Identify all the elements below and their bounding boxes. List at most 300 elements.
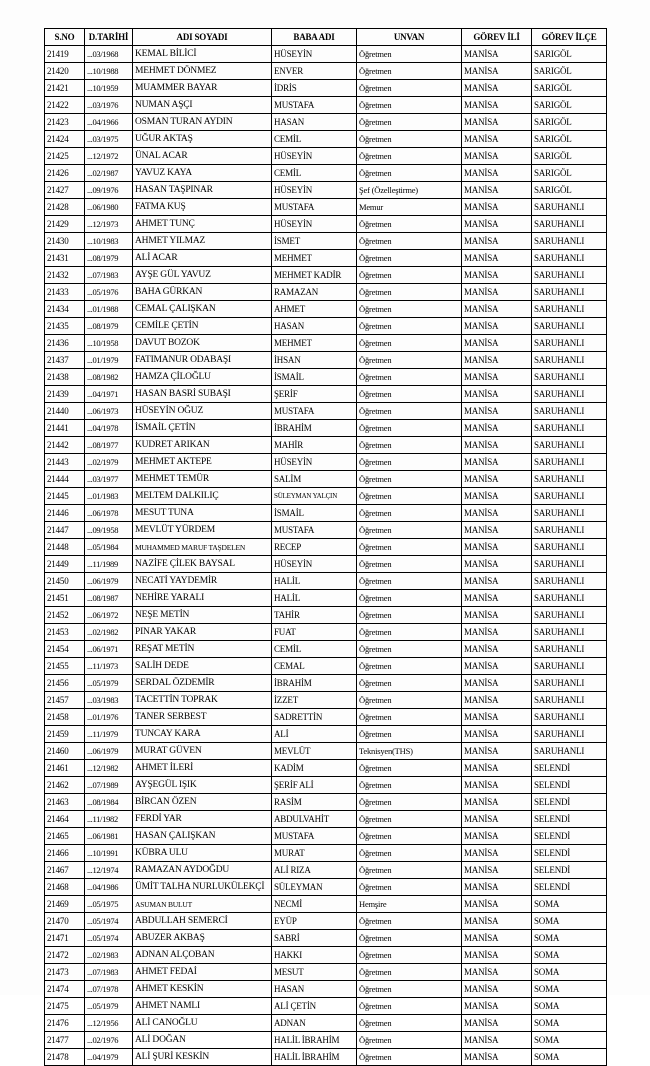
cell-district: SARUHANLI (532, 675, 607, 692)
cell-sno: 21453 (45, 624, 85, 641)
cell-district: SELENDİ (532, 879, 607, 896)
cell-birthdate: ...01/1976 (85, 709, 133, 726)
table-row (45, 590, 607, 607)
table-row (45, 216, 607, 233)
cell-province: MANİSA (462, 46, 532, 63)
table-row (45, 420, 607, 437)
cell-sno: 21451 (45, 590, 85, 607)
cell-district: SOMA (532, 913, 607, 930)
cell-district: SARUHANLI (532, 573, 607, 590)
cell-fullname: NUMAN AŞÇI (133, 97, 272, 114)
cell-fullname: KÜBRA ULU (133, 845, 272, 862)
cell-birthdate: ...04/1966 (85, 114, 133, 131)
cell-sno: 21456 (45, 675, 85, 692)
cell-fullname: DAVUT BOZOK (133, 335, 272, 352)
cell-title: Öğretmen (357, 216, 462, 233)
cell-sno: 21464 (45, 811, 85, 828)
cell-district: SARIGÖL (532, 114, 607, 131)
cell-sno: 21475 (45, 998, 85, 1015)
cell-district: SOMA (532, 896, 607, 913)
cell-district: SELENDİ (532, 862, 607, 879)
cell-title: Öğretmen (357, 420, 462, 437)
cell-sno: 21454 (45, 641, 85, 658)
cell-birthdate: ...06/1978 (85, 505, 133, 522)
cell-sno: 21426 (45, 165, 85, 182)
cell-province: MANİSA (462, 573, 532, 590)
cell-sno: 21437 (45, 352, 85, 369)
cell-sno: 21449 (45, 556, 85, 573)
cell-sno: 21432 (45, 267, 85, 284)
cell-sno: 21429 (45, 216, 85, 233)
cell-sno: 21459 (45, 726, 85, 743)
cell-birthdate: ...05/1975 (85, 896, 133, 913)
cell-fathername: MEVLÜT (272, 743, 357, 760)
cell-district: SELENDİ (532, 777, 607, 794)
cell-sno: 21466 (45, 845, 85, 862)
cell-birthdate: ...03/1977 (85, 471, 133, 488)
cell-province: MANİSA (462, 998, 532, 1015)
cell-fullname: ADNAN ALÇOBAN (133, 947, 272, 964)
table-row (45, 488, 607, 505)
cell-district: SOMA (532, 930, 607, 947)
cell-title: Öğretmen (357, 505, 462, 522)
cell-fathername: ALİ (272, 726, 357, 743)
cell-district: SOMA (532, 981, 607, 998)
cell-birthdate: ...03/1975 (85, 131, 133, 148)
cell-district: SARUHANLI (532, 539, 607, 556)
cell-title: Öğretmen (357, 981, 462, 998)
cell-district: SARIGÖL (532, 182, 607, 199)
cell-birthdate: ...11/1979 (85, 726, 133, 743)
cell-fullname: NEŞE METİN (133, 607, 272, 624)
cell-sno: 21439 (45, 386, 85, 403)
cell-sno: 21425 (45, 148, 85, 165)
table-row (45, 709, 607, 726)
cell-district: SARUHANLI (532, 709, 607, 726)
cell-district: SARIGÖL (532, 63, 607, 80)
cell-fullname: KUDRET ARIKAN (133, 437, 272, 454)
cell-fathername: SABRİ (272, 930, 357, 947)
cell-fullname: ABDULLAH SEMERCİ (133, 913, 272, 930)
cell-district: SOMA (532, 1049, 607, 1066)
cell-birthdate: ...07/1983 (85, 964, 133, 981)
table-row (45, 437, 607, 454)
table-row (45, 369, 607, 386)
cell-province: MANİSA (462, 454, 532, 471)
cell-title: Öğretmen (357, 845, 462, 862)
cell-fullname: OSMAN TURAN AYDIN (133, 114, 272, 131)
cell-birthdate: ...08/1979 (85, 250, 133, 267)
cell-birthdate: ...12/1972 (85, 148, 133, 165)
cell-district: SARUHANLI (532, 743, 607, 760)
cell-province: MANİSA (462, 777, 532, 794)
cell-fullname: ABUZER AKBAŞ (133, 930, 272, 947)
cell-sno: 21450 (45, 573, 85, 590)
cell-title: Öğretmen (357, 63, 462, 80)
cell-fathername: HALİL (272, 573, 357, 590)
cell-province: MANİSA (462, 794, 532, 811)
cell-sno: 21441 (45, 420, 85, 437)
cell-sno: 21458 (45, 709, 85, 726)
table-row (45, 352, 607, 369)
cell-title: Memur (357, 199, 462, 216)
cell-title: Öğretmen (357, 369, 462, 386)
cell-fullname: YAVUZ KAYA (133, 165, 272, 182)
cell-district: SOMA (532, 964, 607, 981)
cell-fathername: HALİL (272, 590, 357, 607)
cell-birthdate: ...02/1983 (85, 947, 133, 964)
cell-province: MANİSA (462, 199, 532, 216)
table-row (45, 97, 607, 114)
cell-province: MANİSA (462, 658, 532, 675)
cell-district: SARUHANLI (532, 267, 607, 284)
cell-province: MANİSA (462, 284, 532, 301)
cell-district: SARIGÖL (532, 80, 607, 97)
table-row (45, 641, 607, 658)
table-row (45, 692, 607, 709)
cell-title: Öğretmen (357, 522, 462, 539)
cell-district: SARUHANLI (532, 386, 607, 403)
cell-title: Öğretmen (357, 947, 462, 964)
table-header-row (45, 29, 607, 46)
cell-district: SARUHANLI (532, 284, 607, 301)
table-row (45, 573, 607, 590)
cell-fullname: AHMET FEDAİ (133, 964, 272, 981)
cell-fullname: AHMET NAMLI (133, 998, 272, 1015)
cell-fathername: NECMİ (272, 896, 357, 913)
cell-fathername: HALİL İBRAHİM (272, 1049, 357, 1066)
cell-district: SARIGÖL (532, 131, 607, 148)
cell-fathername: MEHMET KADİR (272, 267, 357, 284)
cell-birthdate: ...01/1979 (85, 352, 133, 369)
cell-province: MANİSA (462, 556, 532, 573)
cell-title: Hemşire (357, 896, 462, 913)
cell-fathername: MUSTAFA (272, 522, 357, 539)
cell-province: MANİSA (462, 352, 532, 369)
cell-fathername: MUSTAFA (272, 828, 357, 845)
cell-birthdate: ...07/1983 (85, 267, 133, 284)
cell-title: Öğretmen (357, 930, 462, 947)
cell-province: MANİSA (462, 930, 532, 947)
cell-fullname: CEMAL ÇALIŞKAN (133, 301, 272, 318)
cell-birthdate: ...02/1987 (85, 165, 133, 182)
cell-district: SELENDİ (532, 760, 607, 777)
cell-sno: 21448 (45, 539, 85, 556)
column-header-title: UNVAN (357, 29, 462, 46)
cell-district: SARUHANLI (532, 624, 607, 641)
cell-fathername: MUSTAFA (272, 403, 357, 420)
table-row (45, 250, 607, 267)
table-row (45, 913, 607, 930)
table-row (45, 267, 607, 284)
cell-fullname: MESUT TUNA (133, 505, 272, 522)
cell-district: SARUHANLI (532, 607, 607, 624)
cell-sno: 21431 (45, 250, 85, 267)
cell-title: Öğretmen (357, 1015, 462, 1032)
cell-fathername: HÜSEYİN (272, 454, 357, 471)
cell-fullname: MURAT GÜVEN (133, 743, 272, 760)
cell-district: SARUHANLI (532, 369, 607, 386)
cell-sno: 21477 (45, 1032, 85, 1049)
cell-title: Öğretmen (357, 97, 462, 114)
table-row (45, 318, 607, 335)
cell-title: Öğretmen (357, 590, 462, 607)
cell-fullname: TUNCAY KARA (133, 726, 272, 743)
table-row (45, 726, 607, 743)
cell-fathername: MURAT (272, 845, 357, 862)
cell-fullname: AHMET İLERİ (133, 760, 272, 777)
cell-fathername: HÜSEYİN (272, 556, 357, 573)
cell-province: MANİSA (462, 1032, 532, 1049)
table-row (45, 743, 607, 760)
cell-fullname: AYŞE GÜL YAVUZ (133, 267, 272, 284)
cell-province: MANİSA (462, 947, 532, 964)
cell-birthdate: ...04/1978 (85, 420, 133, 437)
cell-district: SELENDİ (532, 845, 607, 862)
cell-fullname: HASAN TAŞPINAR (133, 182, 272, 199)
cell-fullname: NAZİFE ÇİLEK BAYSAL (133, 556, 272, 573)
cell-fullname: RAMAZAN AYDOĞDU (133, 862, 272, 879)
cell-birthdate: ...08/1987 (85, 590, 133, 607)
cell-fathername: HÜSEYİN (272, 46, 357, 63)
cell-district: SOMA (532, 1032, 607, 1049)
cell-fullname: ASUMAN BULUT (133, 896, 272, 913)
cell-province: MANİSA (462, 1049, 532, 1066)
cell-title: Öğretmen (357, 46, 462, 63)
cell-birthdate: ...06/1981 (85, 828, 133, 845)
cell-birthdate: ...03/1976 (85, 97, 133, 114)
cell-fathername: HASAN (272, 114, 357, 131)
cell-fullname: MELTEM DALKILIÇ (133, 488, 272, 505)
cell-fullname: TANER SERBEST (133, 709, 272, 726)
cell-province: MANİSA (462, 709, 532, 726)
cell-fathername: HALİL İBRAHİM (272, 1032, 357, 1049)
cell-district: SARIGÖL (532, 165, 607, 182)
cell-title: Öğretmen (357, 454, 462, 471)
table-row (45, 233, 607, 250)
cell-fullname: AHMET KESKİN (133, 981, 272, 998)
table-row (45, 879, 607, 896)
cell-fullname: HAMZA ÇİLOĞLU (133, 369, 272, 386)
table-row (45, 556, 607, 573)
cell-district: SARUHANLI (532, 488, 607, 505)
cell-sno: 21469 (45, 896, 85, 913)
cell-fathername: HASAN (272, 318, 357, 335)
cell-birthdate: ...08/1979 (85, 318, 133, 335)
cell-title: Öğretmen (357, 964, 462, 981)
cell-birthdate: ...07/1989 (85, 777, 133, 794)
cell-birthdate: ...08/1982 (85, 369, 133, 386)
table-row (45, 1032, 607, 1049)
cell-fathername: MUSTAFA (272, 199, 357, 216)
cell-district: SARUHANLI (532, 658, 607, 675)
cell-sno: 21428 (45, 199, 85, 216)
cell-title: Öğretmen (357, 148, 462, 165)
cell-fathername: FUAT (272, 624, 357, 641)
cell-fathername: SADRETTİN (272, 709, 357, 726)
column-header-province: GÖREV İLİ (462, 29, 532, 46)
cell-district: SARUHANLI (532, 335, 607, 352)
cell-birthdate: ...11/1989 (85, 556, 133, 573)
cell-district: SARUHANLI (532, 250, 607, 267)
table-row (45, 148, 607, 165)
cell-sno: 21470 (45, 913, 85, 930)
cell-birthdate: ...12/1973 (85, 216, 133, 233)
cell-fullname: HASAN ÇALIŞKAN (133, 828, 272, 845)
cell-province: MANİSA (462, 386, 532, 403)
cell-sno: 21455 (45, 658, 85, 675)
cell-title: Öğretmen (357, 862, 462, 879)
cell-fathername: KADİM (272, 760, 357, 777)
table-row (45, 505, 607, 522)
cell-birthdate: ...06/1972 (85, 607, 133, 624)
cell-title: Öğretmen (357, 488, 462, 505)
cell-district: SARUHANLI (532, 403, 607, 420)
cell-sno: 21471 (45, 930, 85, 947)
cell-province: MANİSA (462, 522, 532, 539)
cell-title: Öğretmen (357, 726, 462, 743)
cell-province: MANİSA (462, 760, 532, 777)
cell-fathername: CEMİL (272, 641, 357, 658)
cell-title: Şef (Özelleştirme) (357, 182, 462, 199)
cell-province: MANİSA (462, 182, 532, 199)
cell-district: SARUHANLI (532, 471, 607, 488)
cell-province: MANİSA (462, 369, 532, 386)
cell-fullname: NEHİRE YARALI (133, 590, 272, 607)
table-row (45, 80, 607, 97)
cell-province: MANİSA (462, 80, 532, 97)
cell-fullname: FATMA KUŞ (133, 199, 272, 216)
cell-province: MANİSA (462, 301, 532, 318)
cell-fullname: AHMET YILMAZ (133, 233, 272, 250)
cell-title: Öğretmen (357, 777, 462, 794)
cell-birthdate: ...08/1977 (85, 437, 133, 454)
cell-district: SELENDİ (532, 794, 607, 811)
cell-sno: 21446 (45, 505, 85, 522)
cell-province: MANİSA (462, 590, 532, 607)
cell-fathername: İSMAİL (272, 505, 357, 522)
cell-fullname: ÜNAL ACAR (133, 148, 272, 165)
table-row (45, 845, 607, 862)
cell-province: MANİSA (462, 1015, 532, 1032)
cell-fathername: TAHİR (272, 607, 357, 624)
cell-birthdate: ...06/1973 (85, 403, 133, 420)
cell-birthdate: ...06/1979 (85, 743, 133, 760)
cell-birthdate: ...12/1982 (85, 760, 133, 777)
cell-title: Öğretmen (357, 573, 462, 590)
cell-birthdate: ...12/1974 (85, 862, 133, 879)
cell-fathername: ALİ ÇETİN (272, 998, 357, 1015)
column-header-fullname: ADI SOYADI (133, 29, 272, 46)
cell-fathername: AHMET (272, 301, 357, 318)
cell-title: Öğretmen (357, 539, 462, 556)
cell-fathername: MAHİR (272, 437, 357, 454)
cell-district: SARUHANLI (532, 556, 607, 573)
table-body (45, 46, 607, 1066)
cell-fathername: CEMİL (272, 165, 357, 182)
table-row (45, 794, 607, 811)
cell-fathername: ŞERİF ALİ (272, 777, 357, 794)
cell-sno: 21447 (45, 522, 85, 539)
cell-sno: 21452 (45, 607, 85, 624)
cell-title: Öğretmen (357, 675, 462, 692)
cell-title: Öğretmen (357, 352, 462, 369)
cell-province: MANİSA (462, 879, 532, 896)
cell-district: SOMA (532, 947, 607, 964)
cell-birthdate: ...01/1983 (85, 488, 133, 505)
cell-fullname: ALİ DOĞAN (133, 1032, 272, 1049)
cell-fullname: FATIMANUR ODABAŞI (133, 352, 272, 369)
cell-sno: 21445 (45, 488, 85, 505)
table-row (45, 930, 607, 947)
cell-title: Öğretmen (357, 828, 462, 845)
cell-province: MANİSA (462, 641, 532, 658)
cell-fullname: ALİ ŞURİ KESKİN (133, 1049, 272, 1066)
cell-birthdate: ...10/1983 (85, 233, 133, 250)
cell-sno: 21438 (45, 369, 85, 386)
cell-sno: 21423 (45, 114, 85, 131)
cell-fathername: HÜSEYİN (272, 182, 357, 199)
cell-birthdate: ...01/1988 (85, 301, 133, 318)
cell-sno: 21434 (45, 301, 85, 318)
cell-birthdate: ...05/1974 (85, 930, 133, 947)
cell-district: SARUHANLI (532, 454, 607, 471)
cell-title: Öğretmen (357, 624, 462, 641)
cell-birthdate: ...09/1976 (85, 182, 133, 199)
cell-district: SARUHANLI (532, 301, 607, 318)
cell-sno: 21476 (45, 1015, 85, 1032)
cell-fullname: KEMAL BİLİCİ (133, 46, 272, 63)
table-row (45, 1049, 607, 1066)
table-row (45, 964, 607, 981)
cell-sno: 21419 (45, 46, 85, 63)
cell-province: MANİSA (462, 964, 532, 981)
cell-sno: 21440 (45, 403, 85, 420)
cell-fathername: ENVER (272, 63, 357, 80)
cell-birthdate: ...04/1986 (85, 879, 133, 896)
cell-title: Öğretmen (357, 403, 462, 420)
cell-province: MANİSA (462, 471, 532, 488)
cell-sno: 21468 (45, 879, 85, 896)
cell-province: MANİSA (462, 624, 532, 641)
cell-birthdate: ...05/1979 (85, 998, 133, 1015)
cell-sno: 21457 (45, 692, 85, 709)
cell-title: Öğretmen (357, 471, 462, 488)
cell-sno: 21474 (45, 981, 85, 998)
cell-fullname: MEVLÜT YÜRDEM (133, 522, 272, 539)
table-row (45, 862, 607, 879)
cell-sno: 21436 (45, 335, 85, 352)
cell-title: Öğretmen (357, 709, 462, 726)
cell-fullname: TACETTİN TOPRAK (133, 692, 272, 709)
table-row (45, 811, 607, 828)
cell-district: SARUHANLI (532, 505, 607, 522)
table-row (45, 131, 607, 148)
cell-title: Öğretmen (357, 1049, 462, 1066)
cell-fathername: İSMET (272, 233, 357, 250)
cell-title: Öğretmen (357, 301, 462, 318)
cell-province: MANİSA (462, 743, 532, 760)
column-header-sno: S.NO (45, 29, 85, 46)
cell-province: MANİSA (462, 437, 532, 454)
cell-fathername: HÜSEYİN (272, 148, 357, 165)
cell-title: Öğretmen (357, 641, 462, 658)
cell-birthdate: ...02/1982 (85, 624, 133, 641)
cell-birthdate: ...10/1958 (85, 335, 133, 352)
cell-district: SELENDİ (532, 828, 607, 845)
table-row (45, 471, 607, 488)
cell-birthdate: ...12/1956 (85, 1015, 133, 1032)
